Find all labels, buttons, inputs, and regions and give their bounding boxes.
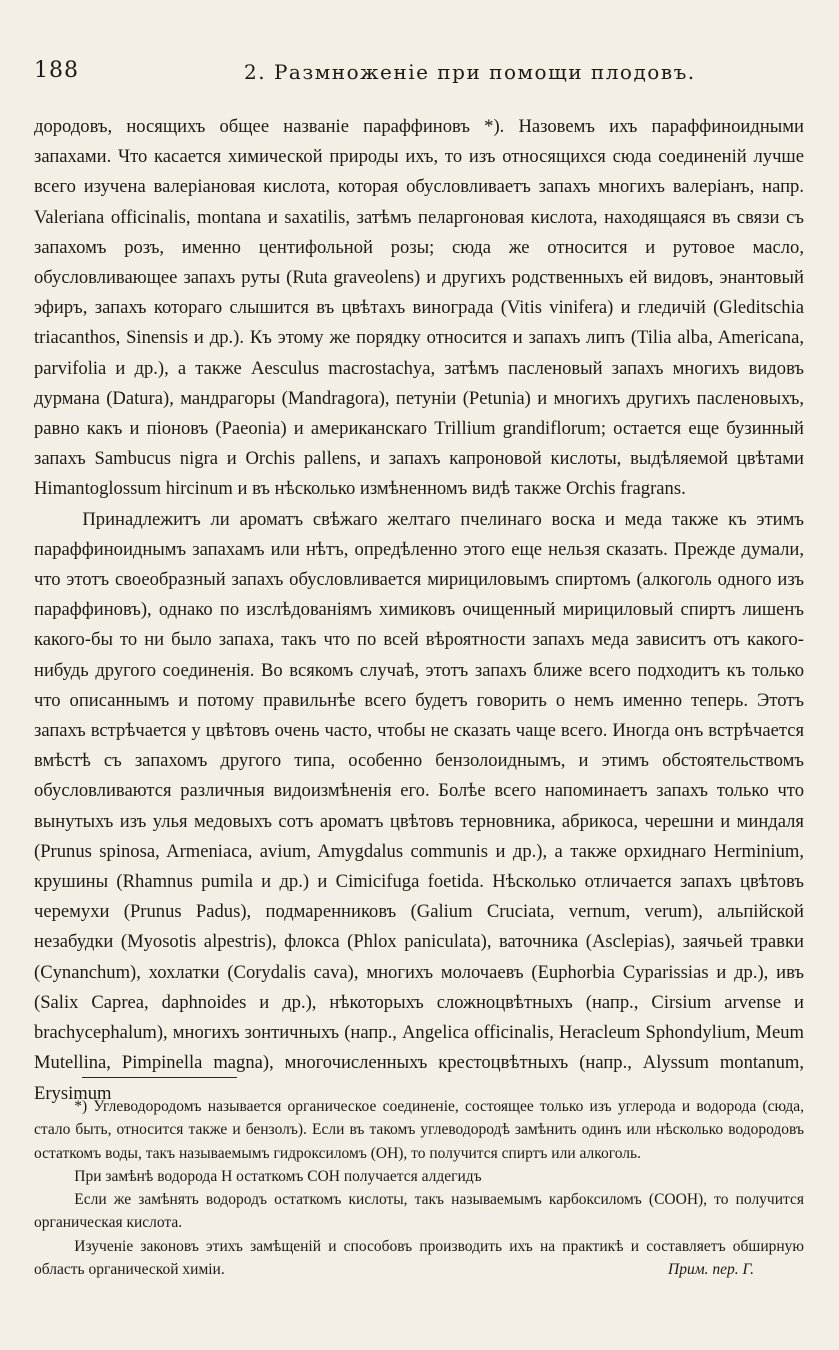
footnote-paragraph: При замѣнѣ водорода H остаткомъ COH получается алдегидъ bbox=[74, 1167, 482, 1185]
paragraph: Принадлежитъ ли ароматъ свѣжаго желтаго пчелинаго воска и меда также къ этимъ параффиноиднымъ запахамъ или нѣтъ, опредѣленно этого еще нельзя сказать. Прежде думали, что этотъ своеобразный запахъ обусловливается мирициловымъ спиртомъ (алкоголь одного изъ параффиновъ), однако по изслѣдованіямъ химиковъ очищенный мирициловый спиртъ лишенъ какого-бы то ни было запаха, такъ что по всей вѣроятности запахъ меда зависитъ отъ какого-нибудь другого соединенія. Во всякомъ случаѣ, этотъ запахъ ближе всего подходитъ къ только что описаннымъ и потому правильнѣе всего будетъ говорить о немъ именно теперь. Этотъ запахъ встрѣчается у цвѣтовъ очень часто, чтобы не сказать чаще всего. Иногда онъ встрѣчается вмѣстѣ съ запахомъ другого типа, особенно бензолоиднымъ, и этимъ обстоятельствомъ обусловливаются различныя видоизмѣненія его. Болѣе всего напоминаетъ запахъ только что вынутыхъ изъ улья медовыхъ сотъ ароматъ цвѣтовъ терновника, абрикоса, черешни и миндаля (Prunus spinosa, Armeniaca, avium, Amygdalus communis и др.), а также орхиднаго Herminium, крушины (Rhamnus pumila и др.) и Cimicifuga foetida. Нѣсколько отличается запахъ цвѣтовъ черемухи (Prunus Padus), подмаренниковъ (Galium Cruciata, vernum, verum), альпійской незабудки (Myosotis alpestris), флокса (Phlox paniculata), ваточника (Asclepias), заячьей травки (Cynanchum), хохлатки (Corydalis cava), многихъ молочаевъ (Euphorbia Cyparissias и др.), ивъ (Salix Caprea, daphnoides и др.), нѣкоторыхъ сложноцвѣтныхъ (напр., Cirsium arvense и brachycephalum), многихъ зонтичныхъ (напр., Angelica officinalis, Heracleum Sphondylium, Meum Mutellina, Pimpinella magna), многочисленныхъ крестоцвѣтныхъ (напр., Alyssum montanum, Erysimum bbox=[34, 508, 804, 1104]
footnote-text: Изученіе законовъ этихъ замѣщеній и способовъ производить ихъ на практикѣ и составляетъ обширную область органической химіи. bbox=[34, 1237, 804, 1279]
footnote-paragraph: *) Углеводородомъ называется органическое соединеніе, состоящее только изъ углерода и водорода (сюда, стало быть, относится также и бензолъ). Если въ такомъ углеводородѣ замѣнить одинъ или нѣсколько водородовъ остаткомъ воды, такъ называемымъ гидроксиломъ (OH), то получится спиртъ или алкоголь. bbox=[34, 1098, 804, 1162]
footnote-paragraph: Если же замѣнять водородъ остаткомъ кислоты, такъ называемымъ карбоксиломъ (COOH), то получится органическая кислота. bbox=[34, 1191, 804, 1232]
footnote-paragraph bbox=[34, 1235, 804, 1282]
main-text bbox=[34, 112, 804, 1109]
running-title: 2. Размноженіе при помощи плодовъ. bbox=[244, 60, 696, 84]
paragraph: дородовъ, носящихъ общее названіе параффиновъ *). Назовемъ ихъ параффиноидными запахами. Что касается химической природы ихъ, то изъ относящихся сюда соединеній лучше всего изучена валеріановая кислота, которая обусловливаетъ запахъ многихъ валеріанъ, напр. Valeriana officinalis, montana и saxatilis, затѣмъ пеларгоновая кислота, находящаяся въ связи съ запахомъ розъ, именно центифольной розы; сюда же относится и рутовое масло, обусловливающее запахъ руты (Ruta graveolens) и другихъ родственныхъ ей видовъ, энантовый эфиръ, запахъ котораго слышится въ цвѣтахъ винограда (Vitis vinifera) и гледичій (Gleditschia triacanthos, Sinensis и др.). Къ этому же порядку относится и запахъ липъ (Tilia alba, Americana, parvifolia и др.), а также Aesculus macrostachya, затѣмъ пасленовый запахъ многихъ видовъ дурмана (Datura), мандрагоры (Mandragora), петуніи (Petunia) и многихъ другихъ пасленовыхъ, равно какъ и піоновъ (Paeonia) и американскаго Trillium grandiflorum; остается еще бузинный запахъ Sambucus nigra и Orchis pallens, и запахъ капроновой кислоты, выдѣляемой цвѣтами Himantoglossum hircinum и въ нѣсколько измѣненномъ видѣ также Orchis fragrans. bbox=[34, 116, 804, 500]
footnotes bbox=[34, 1095, 804, 1281]
page-number: 188 bbox=[34, 58, 79, 83]
page-header bbox=[34, 52, 804, 92]
footnote-divider bbox=[82, 1077, 237, 1078]
translator-note-signature: Прим. пер. Г. bbox=[668, 1261, 754, 1279]
